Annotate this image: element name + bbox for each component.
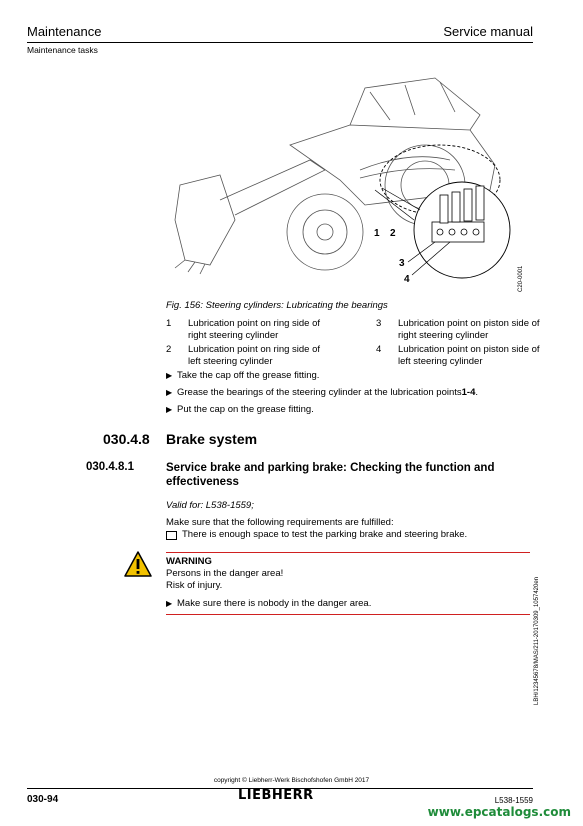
legend-num: 3: [376, 318, 382, 329]
instruction-step: [166, 387, 478, 398]
legend-text: Lubrication point on ring side of: [188, 344, 321, 355]
watermark-link[interactable]: www.epcatalogs.com: [427, 805, 571, 819]
document-side-code: LBH/12345678/MAS/211-20170309_1057420en: [534, 577, 540, 705]
step-text-after: .: [475, 387, 479, 398]
checkbox-icon: [166, 531, 177, 540]
figure-legend: [166, 318, 540, 370]
requirement-item: [166, 529, 467, 540]
warning-bottom-rule: [166, 614, 530, 615]
figure-code: C20-0001: [518, 265, 524, 292]
valid-for: Valid for: L538-1559;: [166, 500, 254, 511]
section-number: 030.4.8: [103, 431, 150, 447]
legend-text: right steering cylinder: [398, 330, 489, 341]
callout-2: 2: [390, 228, 396, 239]
header-subtitle: Maintenance tasks: [27, 45, 98, 55]
page-number: 030-94: [27, 794, 59, 805]
legend-text: Lubrication point on piston side of: [398, 318, 540, 329]
warning-action-text: Make sure there is nobody in the danger area.: [177, 598, 372, 609]
subsection-title: Service brake and parking brake: Checking the function and effectiveness: [166, 462, 495, 488]
step-arrow-icon: ▶: [166, 371, 173, 380]
legend-num: 4: [376, 344, 382, 355]
legend-num: 1: [166, 318, 172, 329]
step-text: Take the cap off the grease fitting.: [177, 370, 320, 381]
callout-1: 1: [374, 228, 380, 239]
legend-text: right steering cylinder: [188, 330, 279, 341]
callout-4: 4: [404, 274, 410, 285]
liebherr-logo: LIEBHERR: [238, 788, 314, 803]
legend-text: Lubrication point on piston side of: [398, 344, 540, 355]
header-section-title: Maintenance: [27, 24, 102, 39]
step-text: Grease the bearings of the steering cylinder at the lubrication points: [177, 387, 462, 398]
step-text: Put the cap on the grease fitting.: [177, 404, 314, 415]
footer-copyright: copyright © Liebherr-Werk Bischofshofen GmbH 2017: [213, 777, 370, 784]
wheel-loader-figure: [150, 70, 530, 295]
step-arrow-icon: ▶: [166, 388, 173, 397]
legend-text: left steering cylinder: [188, 356, 273, 367]
legend-text: left steering cylinder: [398, 356, 483, 367]
header-rule: [27, 42, 533, 43]
step-arrow-icon: ▶: [166, 599, 173, 608]
requirement-text: There is enough space to test the parking brake and steering brake.: [182, 529, 468, 540]
legend-text: Lubrication point on ring side of: [188, 318, 321, 329]
figure-caption: Fig. 156: Steering cylinders: Lubricating the bearings: [166, 300, 388, 311]
header-manual-title: Service manual: [443, 24, 533, 39]
warning-action: [166, 598, 371, 609]
subsection-number: 030.4.8.1: [86, 461, 134, 473]
warning-hazard: Persons in the danger area!: [166, 568, 284, 579]
warning-top-rule: [166, 552, 530, 553]
instruction-step: [166, 370, 319, 381]
warning-triangle-icon: [124, 551, 152, 577]
legend-num: 2: [166, 344, 172, 355]
model-code: L538-1559: [494, 796, 533, 805]
warning-title: WARNING: [166, 556, 212, 567]
callout-3: 3: [399, 258, 405, 269]
instruction-step: [166, 404, 314, 415]
warning-consequence: Risk of injury.: [166, 580, 223, 591]
section-title: Brake system: [166, 431, 258, 447]
step-bold-points: 1-4: [461, 387, 476, 398]
requirements-intro: Make sure that the following requirements are fulfilled:: [166, 517, 394, 528]
step-arrow-icon: ▶: [166, 405, 173, 414]
